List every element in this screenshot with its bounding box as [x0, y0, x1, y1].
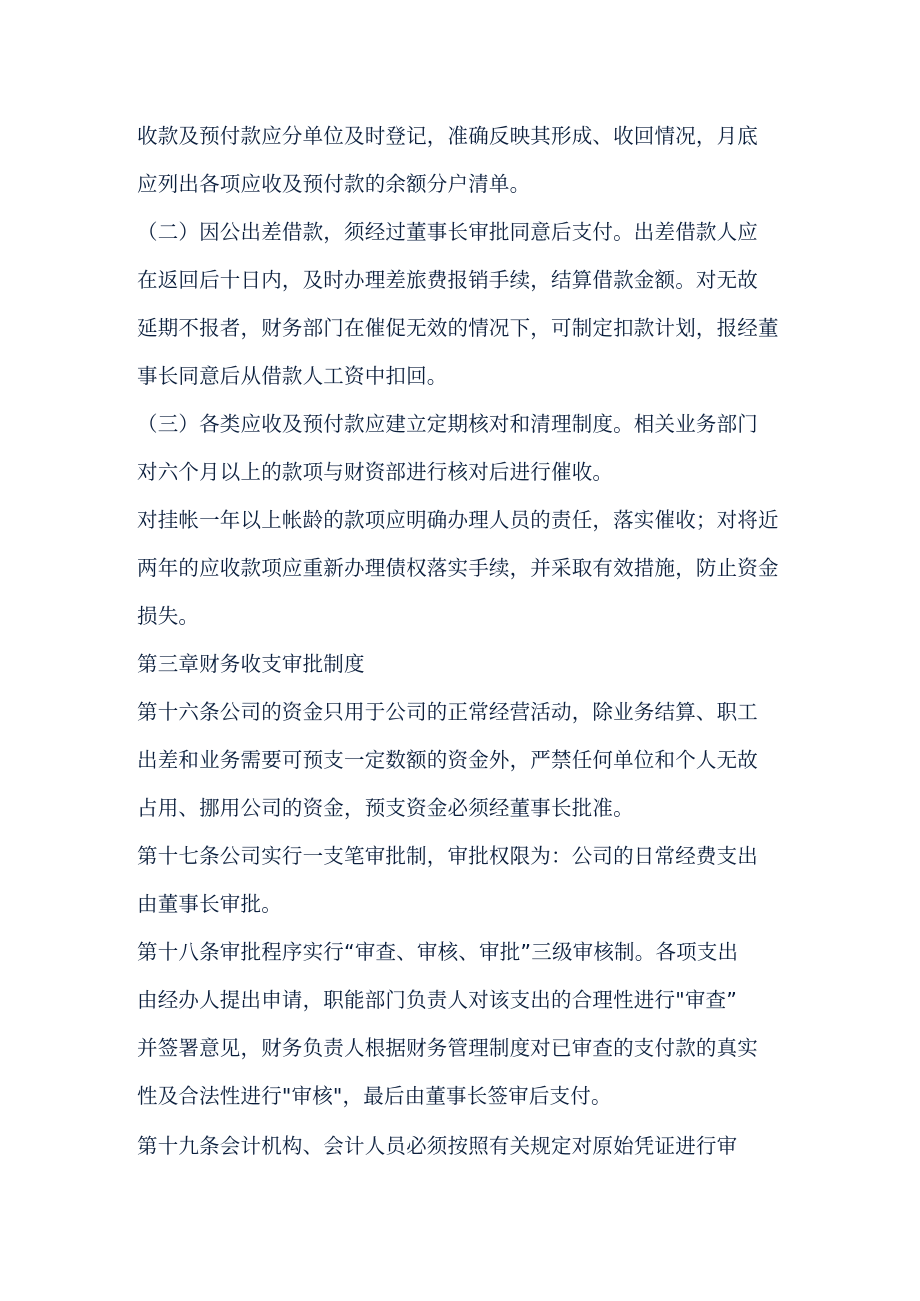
- text-line: 事长同意后从借款人工资中扣回。: [137, 364, 448, 388]
- text-line: 延期不报者，财务部门在催促无效的情况下，可制定扣款计划，报经董: [137, 316, 779, 340]
- text-line: 由经办人提出申请，职能部门负责人对该支出的合理性进行"审查”: [137, 988, 738, 1012]
- text-line: 由董事长审批。: [137, 892, 282, 916]
- text-line: （三）各类应收及预付款应建立定期核对和清理制度。相关业务部门: [137, 412, 758, 436]
- text-line: 第十九条会计机构、会计人员必须按照有关规定对原始凭证进行审: [137, 1134, 738, 1158]
- chapter-heading: 第三章财务收支审批制度: [137, 652, 365, 676]
- text-line: 应列出各项应收及预付款的余额分户清单。: [137, 172, 531, 196]
- text-line: 对六个月以上的款项与财资部进行核对后进行催收。: [137, 460, 614, 484]
- text-line: （二）因公出差借款，须经过董事长审批同意后支付。出差借款人应: [137, 220, 758, 244]
- text-line: 对挂帐一年以上帐龄的款项应明确办理人员的责任，落实催收；对将近: [137, 508, 779, 532]
- text-line: 损失。: [137, 604, 200, 628]
- text-line: 两年的应收款项应重新办理债权落实手续，并采取有效措施，防止资金: [137, 556, 779, 580]
- text-line: 收款及预付款应分单位及时登记，准确反映其形成、收回情况，月底: [137, 124, 758, 148]
- text-line: 第十七条公司实行一支笔审批制，审批权限为：公司的日常经费支出: [137, 844, 758, 868]
- text-line: 并签署意见，财务负责人根据财务管理制度对已审查的支付款的真实: [137, 1036, 758, 1060]
- text-line: 在返回后十日内，及时办理差旅费报销手续，结算借款金额。对无故: [137, 268, 758, 292]
- text-line: 占用、挪用公司的资金，预支资金必须经董事长批准。: [137, 796, 634, 820]
- text-line: 性及合法性进行"审核"，最后由董事长签审后支付。: [137, 1084, 612, 1108]
- text-line: 出差和业务需要可预支一定数额的资金外，严禁任何单位和个人无故: [137, 748, 758, 772]
- text-line: 第十八条审批程序实行“审查、审核、审批”三级审核制。各项支出: [137, 940, 739, 964]
- text-line: 第十六条公司的资金只用于公司的正常经营活动，除业务结算、职工: [137, 700, 758, 724]
